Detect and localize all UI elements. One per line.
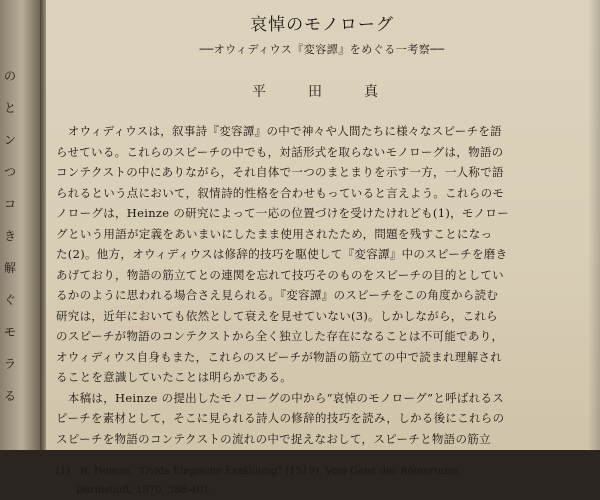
- facing-page-fragment: ラ: [4, 357, 17, 371]
- body-line: ノローグは，Heinze の研究によって一応の位置づけを受けたけれども(1)，モノロー: [56, 206, 510, 220]
- facing-page-fragment: ン: [4, 133, 17, 147]
- footnote-divider: [56, 457, 152, 458]
- body-line: るかのように思われる場合さえ見られる。『変容譚』のスピーチをこの角度から読む: [56, 288, 499, 302]
- facing-page-fragment: モ: [4, 325, 17, 339]
- facing-page-fragment: つ: [4, 165, 17, 179]
- body-line: スピーチを物語のコンテクストの流れの中で捉えなおして，スピーチと物語の筋立: [56, 431, 491, 446]
- book-gutter: [40, 0, 46, 450]
- body-line: オウィディウスは，叙事詩『変容譚』の中で神々や人間たちに様々なスピーチを語: [56, 124, 502, 138]
- body-line: らせている。これらのスピーチの中でも，対話形式を取らないモノローグは，物語の: [56, 144, 504, 159]
- body-line: 本稿は，Heinze の提出したモノローグの中から“哀悼のモノローグ”と呼ばれるス: [56, 390, 505, 405]
- body-line: ることを意識していたことは明らかである。: [56, 370, 292, 384]
- body-line: た(2)。他方，オウィディウスは修辞的技巧を駆使して『変容譚』中のスピーチを磨き: [56, 247, 508, 261]
- page-shadow: [588, 0, 600, 450]
- facing-page-text-fragments: [4, 60, 36, 412]
- article-content: [56, 6, 588, 500]
- body-line: オウィディウス自身もまた，これらのスピーチが物語の筋立ての中で読まれ理解され: [56, 349, 502, 364]
- facing-page-fragment: コ: [4, 197, 17, 211]
- facing-page-fragment: る: [4, 389, 17, 403]
- body-line: ピーチを素材として，そこに見られる詩人の修辞的技巧を読み，しかる後にこれらの: [56, 411, 505, 425]
- footnotes: [56, 462, 588, 500]
- article-author: 平 田 真: [252, 84, 392, 100]
- body-line: コンテクストの中にありながら，それ自体で一つのまとまりを示す一方，一人称で語: [56, 165, 504, 179]
- facing-page-fragment: ぐ: [4, 293, 17, 307]
- body-line: グという用語が定義をあいまいにしたまま使用されたため，問題を残すことになっ: [56, 226, 493, 241]
- facing-page-fragment: の: [4, 69, 17, 83]
- article-body: [56, 121, 588, 449]
- footnote-line: (1) R. Heinze, “Ovids Elegische Erzählung” (1919), Vom Geist des Römertums,: [56, 466, 463, 477]
- footnote-line: Darmstadt, 1970, 388-401.: [56, 485, 213, 496]
- facing-page-edge: [0, 0, 40, 450]
- article-subtitle: ──オウィディウス『変容譚』をめぐる一考察──: [199, 43, 445, 56]
- body-line: られるという点において，叙情詩的性格を合わせもっていると言えよう。これらのモ: [56, 185, 505, 200]
- facing-page-fragment: き: [4, 229, 17, 243]
- facing-page-fragment: 解: [4, 261, 17, 275]
- facing-page-fragment: と: [4, 101, 17, 115]
- body-line: あげており，物語の筋立てとの連関を忘れて技巧そのものをスピーチの目的としてい: [56, 267, 504, 282]
- body-line: 研究は，近年においても依然として衰えを見せていない(3)。しかしながら，これら: [56, 308, 498, 323]
- article-title: 哀悼のモノローグ: [250, 15, 394, 35]
- body-line: のスピーチが物語のコンテクストから全く独立した存在になることは不可能であり，: [56, 329, 504, 343]
